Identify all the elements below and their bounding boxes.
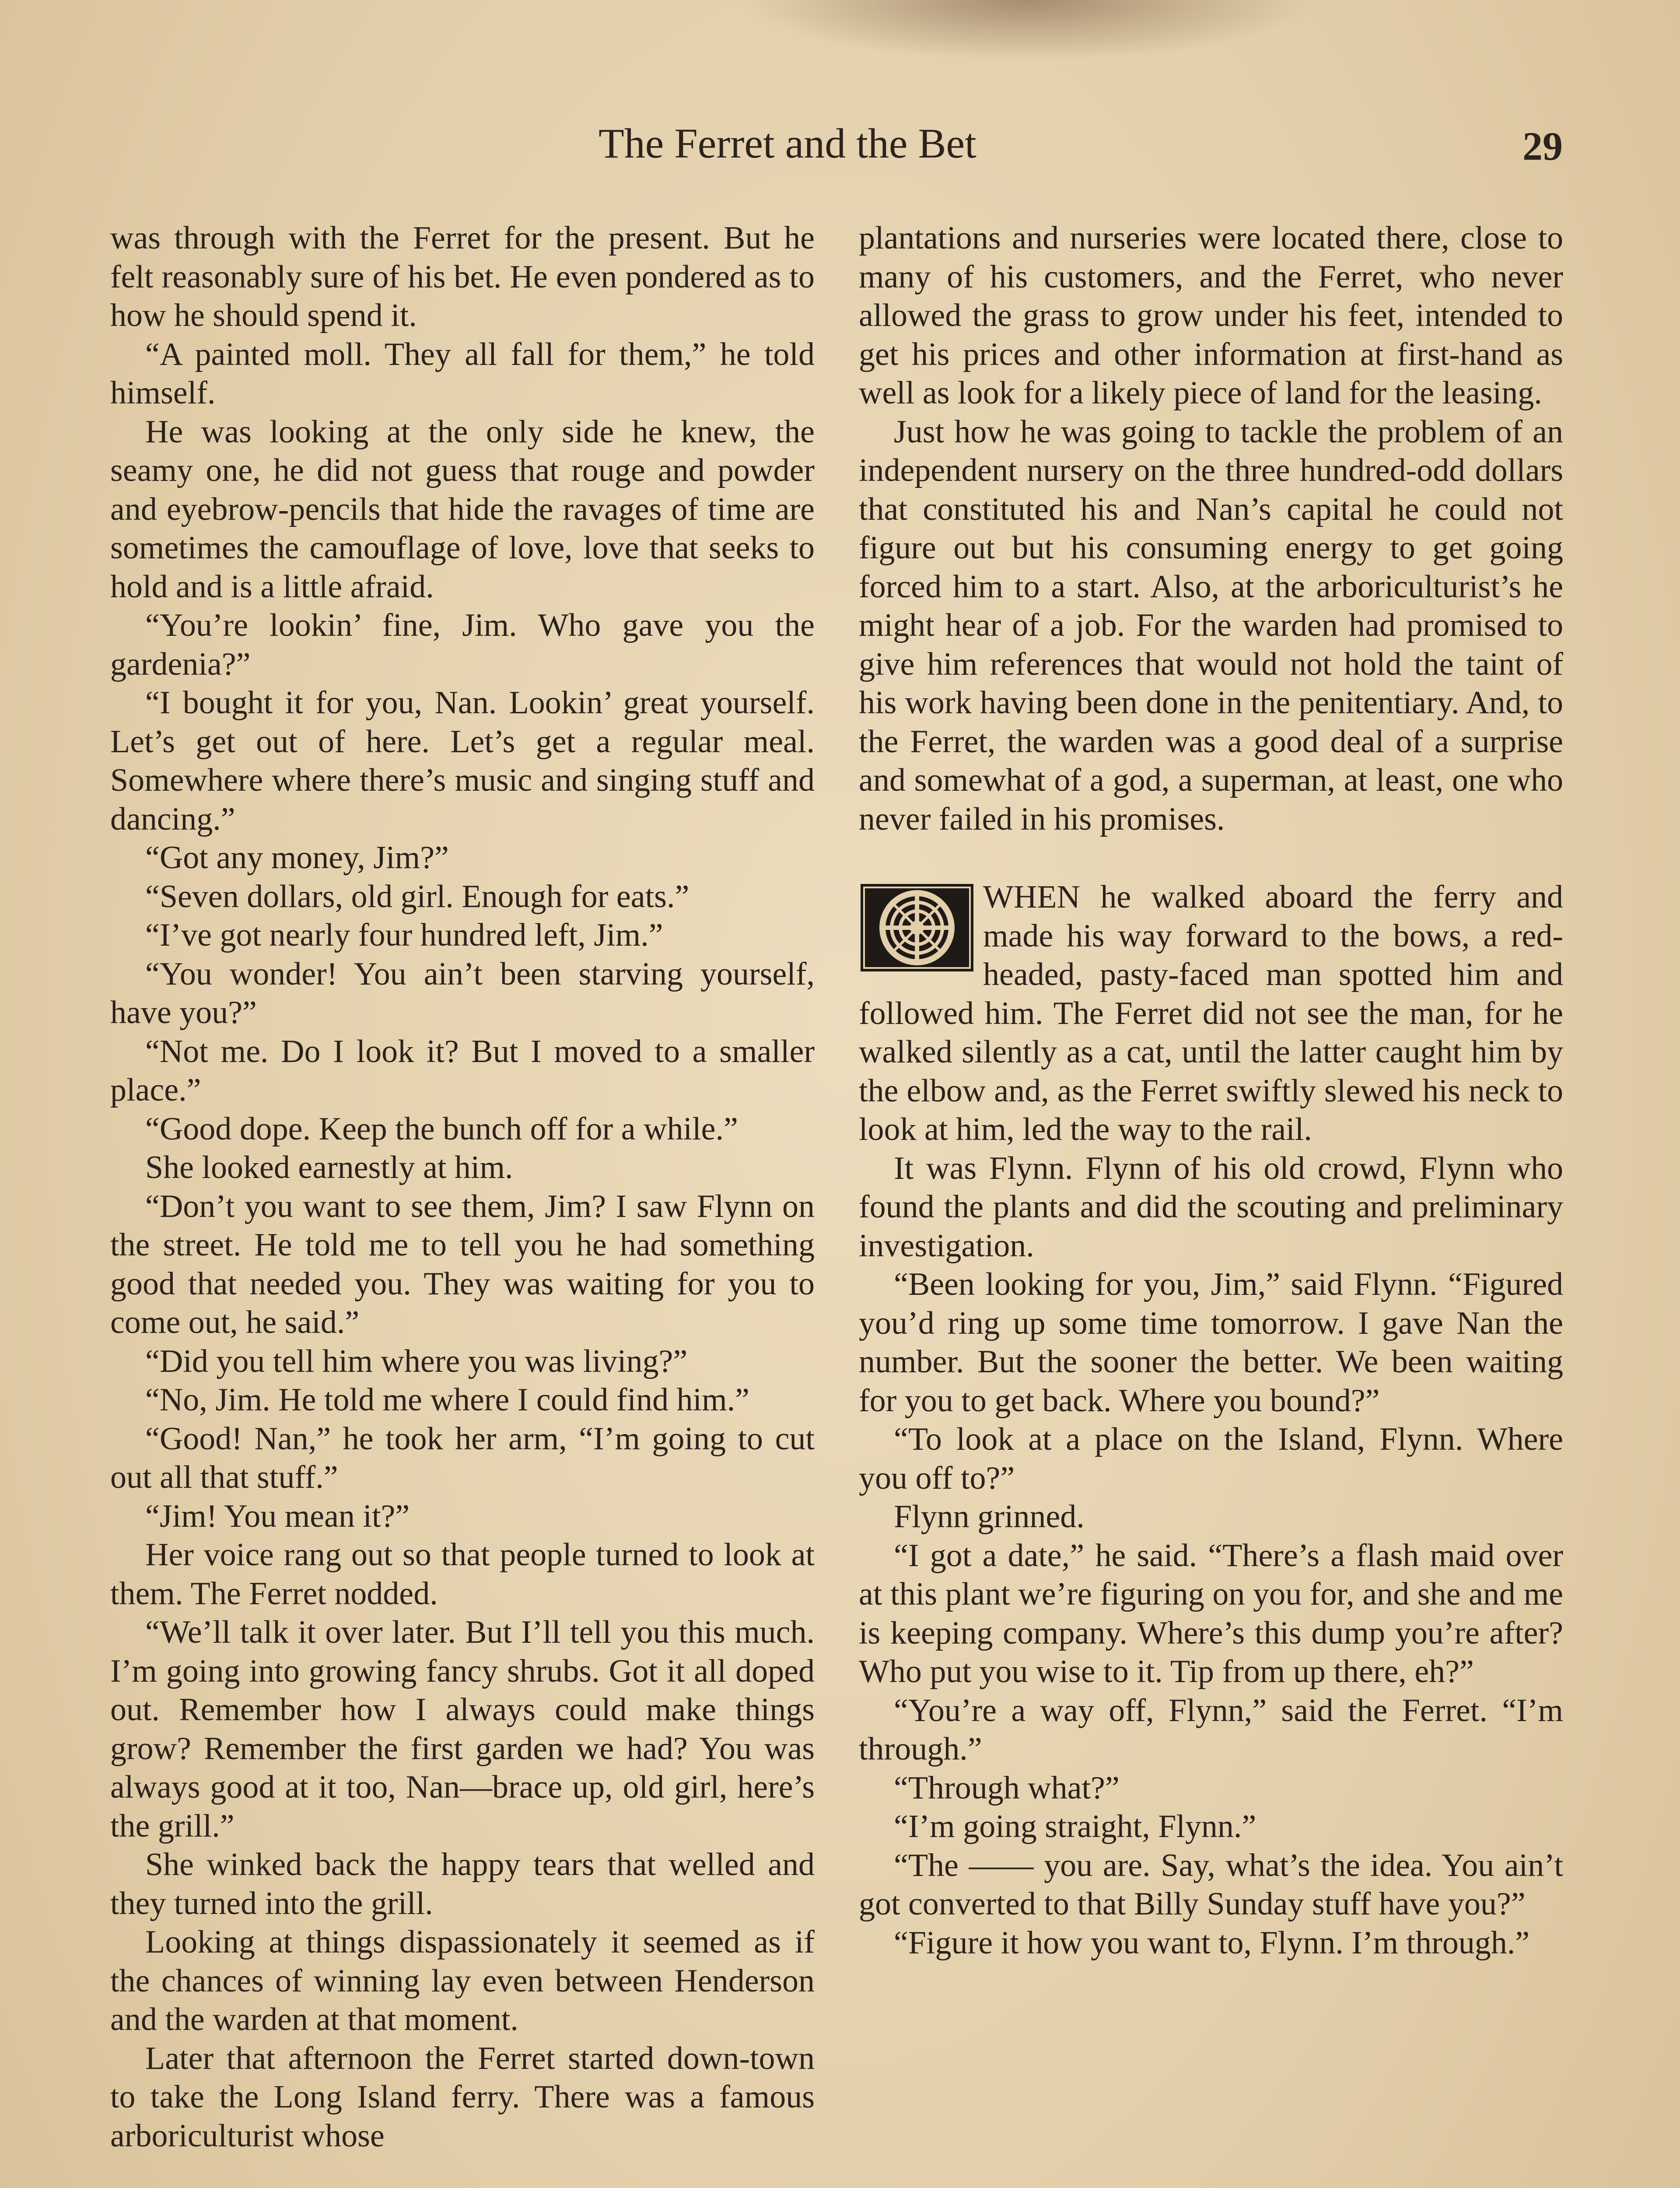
paragraph: Looking at things dispassionately it seemed as if the chances of winning lay even between Henderson and the warden at that moment.	[110, 1924, 815, 2037]
section-opening-paragraph	[859, 878, 1563, 1149]
paragraph: “Jim! You mean it?”	[145, 1498, 410, 1534]
paragraph: “I bought it for you, Nan. Lookin’ great yourself. Let’s get out of here. Let’s get a regular meal. Somewhere where there’s music and singing stuff and dancing.”	[110, 685, 815, 837]
page-number: 29	[1522, 124, 1563, 168]
paragraph: “Did you tell him where you was living?”	[145, 1343, 688, 1379]
paragraph: “You’re lookin’ fine, Jim. Who gave you the gardenia?”	[110, 607, 815, 682]
paragraph: “I got a date,” he said. “There’s a flash maid over at this plant we’re figuring on you for, and she and me is keeping company. Where’s this dump you’re after? Who put you wise to it. Tip from up there, eh?”	[859, 1537, 1563, 1690]
paragraph: “Been looking for you, Jim,” said Flynn. “Figured you’d ring up some time tomorrow. I gave Nan the number. But the sooner the better. We been waiting for you to get back. Where you bound?”	[859, 1266, 1563, 1419]
paragraph: She winked back the happy tears that welled and they turned into the grill.	[110, 1847, 815, 1922]
paragraph: “Seven dollars, old girl. Enough for eats.”	[145, 878, 690, 915]
paragraph: “I’m going straight, Flynn.”	[894, 1809, 1256, 1844]
paragraph: It was Flynn. Flynn of his old crowd, Flynn who found the plants and did the scouting and preliminary investigation.	[859, 1150, 1563, 1264]
paragraph: “Figure it how you want to, Flynn. I’m through.”	[894, 1925, 1530, 1961]
paragraph: “You wonder! You ain’t been starving yourself, have you?”	[110, 956, 815, 1031]
paragraph: Just how he was going to tackle the problem of an independent nursery on the three hundred-odd dollars that constituted his and Nan’s capital he could not figure out but his consuming energy to get going forced him to a start. Also, at the arboriculturist’s he might hear of a job. For the warden had promised to give him references that would not hold the taint of his work having been done in the penitentiary. And, to the Ferret, the warden was a good deal of a surprise and somewhat of a god, a superman, at least, one who never failed in his promises.	[859, 414, 1563, 837]
paragraph: plantations and nurseries were located there, close to many of his customers, and the Ferret, who never allowed the grass to grow under his feet, intended to get his prices and other information at first-hand as well as look for a likely piece of land for the leasing.	[859, 220, 1563, 411]
right-column	[859, 219, 1563, 1962]
paragraph: “You’re a way off, Flynn,” said the Ferret. “I’m through.”	[859, 1692, 1563, 1767]
paragraph: “Got any money, Jim?”	[145, 840, 449, 876]
paragraph: “No, Jim. He told me where I could find him.”	[145, 1382, 749, 1418]
paragraph: “Through what?”	[894, 1770, 1120, 1806]
paragraph: “Good! Nan,” he took her arm, “I’m going to cut out all that stuff.”	[110, 1420, 815, 1495]
paragraph: “Not me. Do I look it? But I moved to a smaller place.”	[110, 1033, 815, 1108]
initial-word: WHEN	[983, 879, 1080, 915]
paragraph: “We’ll talk it over later. But I’ll tell you this much. I’m going into growing fancy shrubs. Got it all doped out. Remember how I always could make things grow? Remember the first garden we had? You was always good at it too, Nan—brace up, old girl, here’s the grill.”	[110, 1614, 815, 1844]
page-title: The Ferret and the Bet	[598, 120, 976, 167]
paragraph: “A painted moll. They all fall for them,” he told himself.	[110, 336, 815, 411]
paragraph: “The —— you are. Say, what’s the idea. You ain’t got converted to that Billy Sunday stuff have you?”	[859, 1847, 1563, 1922]
running-head	[0, 117, 1680, 170]
paragraph: “To look at a place on the Island, Flynn. Where you off to?”	[859, 1421, 1563, 1496]
paragraph: Her voice rang out so that people turned to look at them. The Ferret nodded.	[110, 1537, 815, 1612]
paper-stain	[744, 0, 1312, 61]
paragraph: Flynn grinned.	[894, 1499, 1085, 1535]
paragraph: “I’ve got nearly four hundred left, Jim.”	[145, 917, 663, 953]
paragraph: Later that afternoon the Ferret started down-town to take the Long Island ferry. There was a famous arboriculturist whose	[110, 2040, 815, 2154]
paragraph: “Don’t you want to see them, Jim? I saw Flynn on the street. He told me to tell you he had something good that needed you. They was waiting for you to come out, he said.”	[110, 1188, 815, 1340]
celtic-knot-ornament-icon	[859, 882, 975, 973]
opening-text: he walked aboard the ferry and made his way forward to the bows, a red-headed, pasty-faced man spotted him and followed him. The Ferret did not see the man, for he walked silently as a cat, until the latter caught him by the elbow and, as the Ferret swiftly slewed his neck to look at him, led the way to the rail.	[859, 879, 1563, 1147]
left-column	[110, 219, 815, 2155]
paragraph: “Good dope. Keep the bunch off for a while.”	[145, 1111, 738, 1147]
paragraph: was through with the Ferret for the present. But he felt reasonably sure of his bet. He even pondered as to how he should spend it.	[110, 220, 815, 333]
paragraph: She looked earnestly at him.	[145, 1150, 513, 1185]
paragraph: He was looking at the only side he knew, the seamy one, he did not guess that rouge and powder and eyebrow-pencils that hide the ravages of time are sometimes the camouflage of love, love that seeks to hold and is a little afraid.	[110, 414, 815, 605]
